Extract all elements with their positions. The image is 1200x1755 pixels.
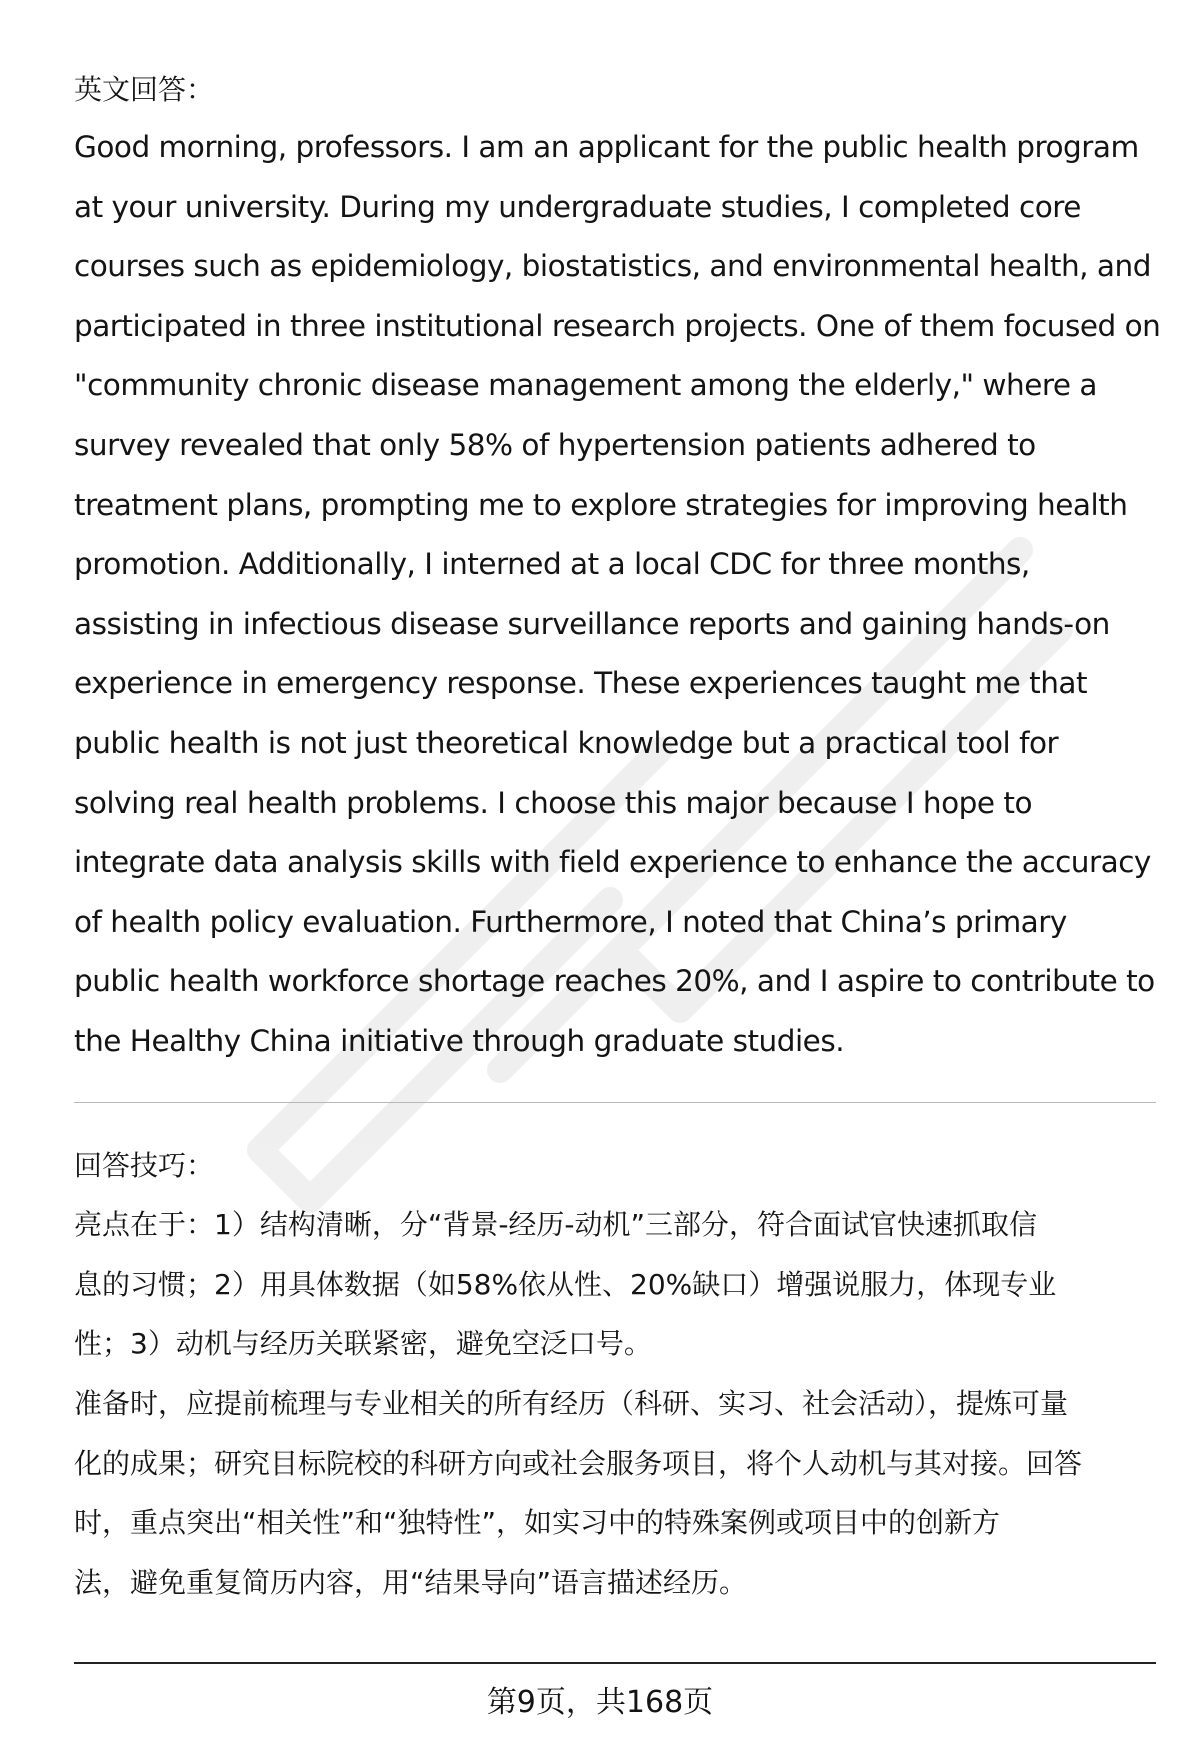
- english-answer: [74, 118, 1164, 1072]
- tips-line: 准备时，应提前梳理与专业相关的所有经历（科研、实习、社会活动），提炼可量: [74, 1387, 1069, 1420]
- answer-line: survey revealed that only 58% of hypertension patients adhered to: [74, 427, 1036, 462]
- answer-line: the Healthy China initiative through graduate studies.: [74, 1023, 845, 1058]
- answer-line: experience in emergency response. These experiences taught me that: [74, 666, 1088, 701]
- tips-paragraph-preparation: [74, 1374, 1164, 1612]
- answer-line: at your university. During my undergraduate studies, I completed core: [74, 189, 1081, 224]
- answer-line: solving real health problems. I choose this major because I hope to: [74, 785, 1033, 820]
- answer-line: assisting in infectious disease surveillance reports and gaining hands-on: [74, 606, 1110, 641]
- answer-line: participated in three institutional research projects. One of them focused on: [74, 308, 1161, 343]
- answer-line: integrate data analysis skills with field experience to enhance the accuracy: [74, 845, 1151, 880]
- tips-heading: 回答技巧：: [74, 1149, 215, 1182]
- answer-line: of health policy evaluation. Furthermore, I noted that China’s primary: [74, 904, 1067, 939]
- answer-line: Good morning, professors. I am an applicant for the public health program: [74, 130, 1139, 164]
- page-number: 第9页，共168页: [486, 1685, 714, 1720]
- tips-line: 化的成果；研究目标院校的科研方向或社会服务项目，将个人动机与其对接。回答: [74, 1446, 1083, 1480]
- answer-line: promotion. Additionally, I interned at a local CDC for three months,: [74, 547, 1030, 582]
- tips-line: 息的习惯；2）用具体数据（如58%依从性、20%缺口）增强说服力，体现专业: [74, 1267, 1057, 1301]
- tips-line: 法，避免重复简历内容，用“结果导向”语言描述经历。: [74, 1565, 748, 1599]
- footer-divider: [74, 1662, 1156, 1664]
- answer-line: treatment plans, prompting me to explore strategies for improving health: [74, 487, 1128, 522]
- section-divider: [74, 1102, 1156, 1103]
- answer-line: public health is not just theoretical knowledge but a practical tool for: [74, 725, 1059, 760]
- answer-heading: 英文回答：: [74, 73, 215, 106]
- tips-line: 时，重点突出“相关性”和“独特性”，如实习中的特殊案例或项目中的创新方: [74, 1506, 1001, 1539]
- answer-line: "community chronic disease management among the elderly," where a: [74, 368, 1097, 403]
- tips-line: 性；3）动机与经历关联紧密，避免空泛口号。: [74, 1327, 652, 1360]
- tips-paragraph-highlights: [74, 1195, 1164, 1374]
- answer-line: public health workforce shortage reaches 20%, and I aspire to contribute to: [74, 964, 1155, 999]
- answer-line: courses such as epidemiology, biostatistics, and environmental health, and: [74, 249, 1151, 284]
- tips-line: 亮点在于：1）结构清晰，分“背景-经历-动机”三部分，符合面试官快速抓取信: [74, 1208, 1038, 1241]
